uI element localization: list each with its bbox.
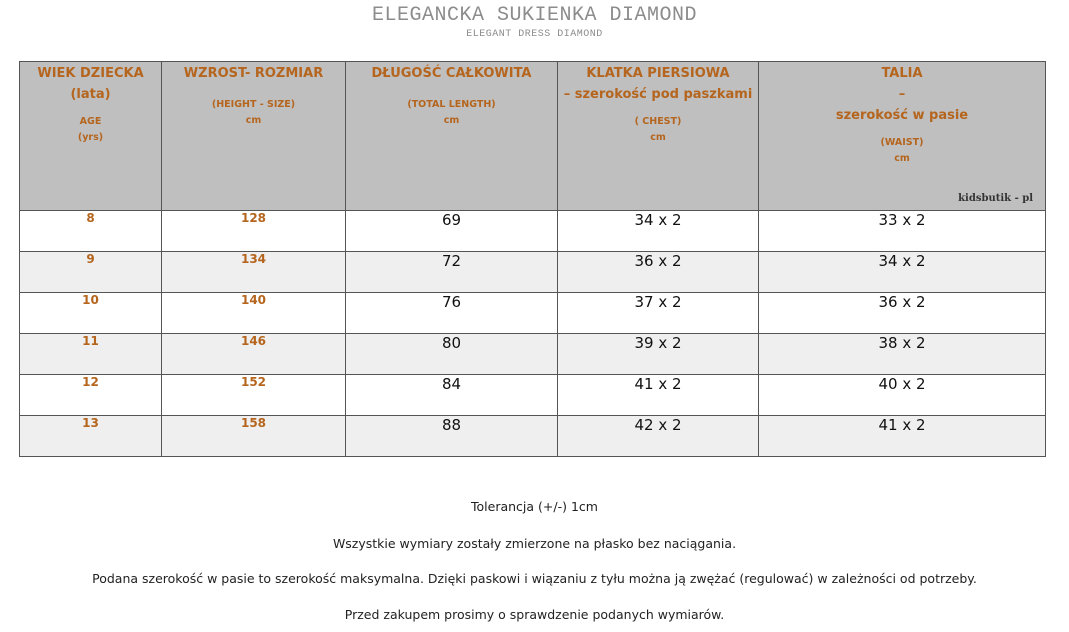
cell-height: 128 bbox=[162, 211, 346, 252]
header-height-unit: cm bbox=[245, 115, 262, 126]
table-row bbox=[20, 375, 1046, 416]
cell-chest: 42 x 2 bbox=[558, 416, 759, 457]
cell-length: 80 bbox=[346, 334, 558, 375]
table-header-row bbox=[20, 62, 1046, 211]
cell-length: 72 bbox=[346, 252, 558, 293]
cell-waist: 41 x 2 bbox=[759, 416, 1046, 457]
header-chest-unit: cm bbox=[650, 132, 666, 143]
header-waist-en: (WAIST) bbox=[880, 137, 924, 148]
header-waist-label: TALIA bbox=[881, 66, 923, 81]
note-waist: Podana szerokość w pasie to szerokość maksymalna. Dzięki paskowi i wiązaniu z tyłu można ją zwężać (regulować) w zależności od potrzeby. bbox=[92, 571, 977, 586]
header-age-sub: (lata) bbox=[70, 87, 111, 102]
header-age bbox=[20, 62, 162, 211]
cell-waist: 36 x 2 bbox=[759, 293, 1046, 334]
header-height-en: (HEIGHT - SIZE) bbox=[211, 99, 296, 110]
cell-chest: 36 x 2 bbox=[558, 252, 759, 293]
header-chest-en: ( CHEST) bbox=[634, 116, 682, 127]
header-waist bbox=[759, 62, 1046, 211]
header-age-en-unit: (yrs) bbox=[77, 132, 104, 143]
cell-waist: 33 x 2 bbox=[759, 211, 1046, 252]
cell-height: 158 bbox=[162, 416, 346, 457]
page-title: ELEGANCKA SUKIENKA DIAMOND bbox=[371, 4, 698, 27]
table-row bbox=[20, 334, 1046, 375]
cell-age: 13 bbox=[20, 416, 162, 457]
cell-length: 88 bbox=[346, 416, 558, 457]
page-subtitle: ELEGANT DRESS DIAMOND bbox=[466, 29, 603, 40]
cell-age: 12 bbox=[20, 375, 162, 416]
header-waist-dash: – bbox=[898, 87, 906, 102]
cell-waist: 34 x 2 bbox=[759, 252, 1046, 293]
watermark: kidsbutik - pl bbox=[958, 193, 1033, 204]
cell-chest: 34 x 2 bbox=[558, 211, 759, 252]
note-check-before-purchase: Przed zakupem prosimy o sprawdzenie podanych wymiarów. bbox=[344, 607, 725, 622]
cell-chest: 39 x 2 bbox=[558, 334, 759, 375]
table-row bbox=[20, 211, 1046, 252]
header-age-label: WIEK DZIECKA bbox=[37, 66, 144, 81]
header-age-en: AGE bbox=[79, 116, 102, 127]
cell-waist: 38 x 2 bbox=[759, 334, 1046, 375]
cell-age: 11 bbox=[20, 334, 162, 375]
cell-length: 69 bbox=[346, 211, 558, 252]
cell-height: 152 bbox=[162, 375, 346, 416]
note-measurement: Wszystkie wymiary zostały zmierzone na płasko bez naciągania. bbox=[332, 536, 737, 551]
header-height bbox=[162, 62, 346, 211]
table-row bbox=[20, 293, 1046, 334]
cell-age: 10 bbox=[20, 293, 162, 334]
cell-height: 146 bbox=[162, 334, 346, 375]
header-chest-label: KLATKA PIERSIOWA bbox=[586, 66, 730, 81]
size-table bbox=[19, 61, 1046, 457]
cell-chest: 41 x 2 bbox=[558, 375, 759, 416]
header-chest bbox=[558, 62, 759, 211]
cell-length: 84 bbox=[346, 375, 558, 416]
cell-length: 76 bbox=[346, 293, 558, 334]
header-length bbox=[346, 62, 558, 211]
header-chest-sub: – szerokość pod paszkami bbox=[563, 87, 753, 102]
cell-age: 9 bbox=[20, 252, 162, 293]
header-length-label: DŁUGOŚĆ CAŁKOWITA bbox=[371, 66, 532, 81]
header-waist-sub: szerokość w pasie bbox=[835, 108, 969, 123]
header-length-en: (TOTAL LENGTH) bbox=[407, 99, 496, 110]
header-length-unit: cm bbox=[443, 115, 460, 126]
header-height-label: WZROST- ROZMIAR bbox=[183, 66, 324, 81]
table-row bbox=[20, 416, 1046, 457]
table-row bbox=[20, 252, 1046, 293]
cell-age: 8 bbox=[20, 211, 162, 252]
cell-waist: 40 x 2 bbox=[759, 375, 1046, 416]
cell-height: 134 bbox=[162, 252, 346, 293]
note-tolerance: Tolerancja (+/-) 1cm bbox=[471, 499, 598, 514]
cell-height: 140 bbox=[162, 293, 346, 334]
header-waist-unit: cm bbox=[894, 153, 910, 164]
cell-chest: 37 x 2 bbox=[558, 293, 759, 334]
